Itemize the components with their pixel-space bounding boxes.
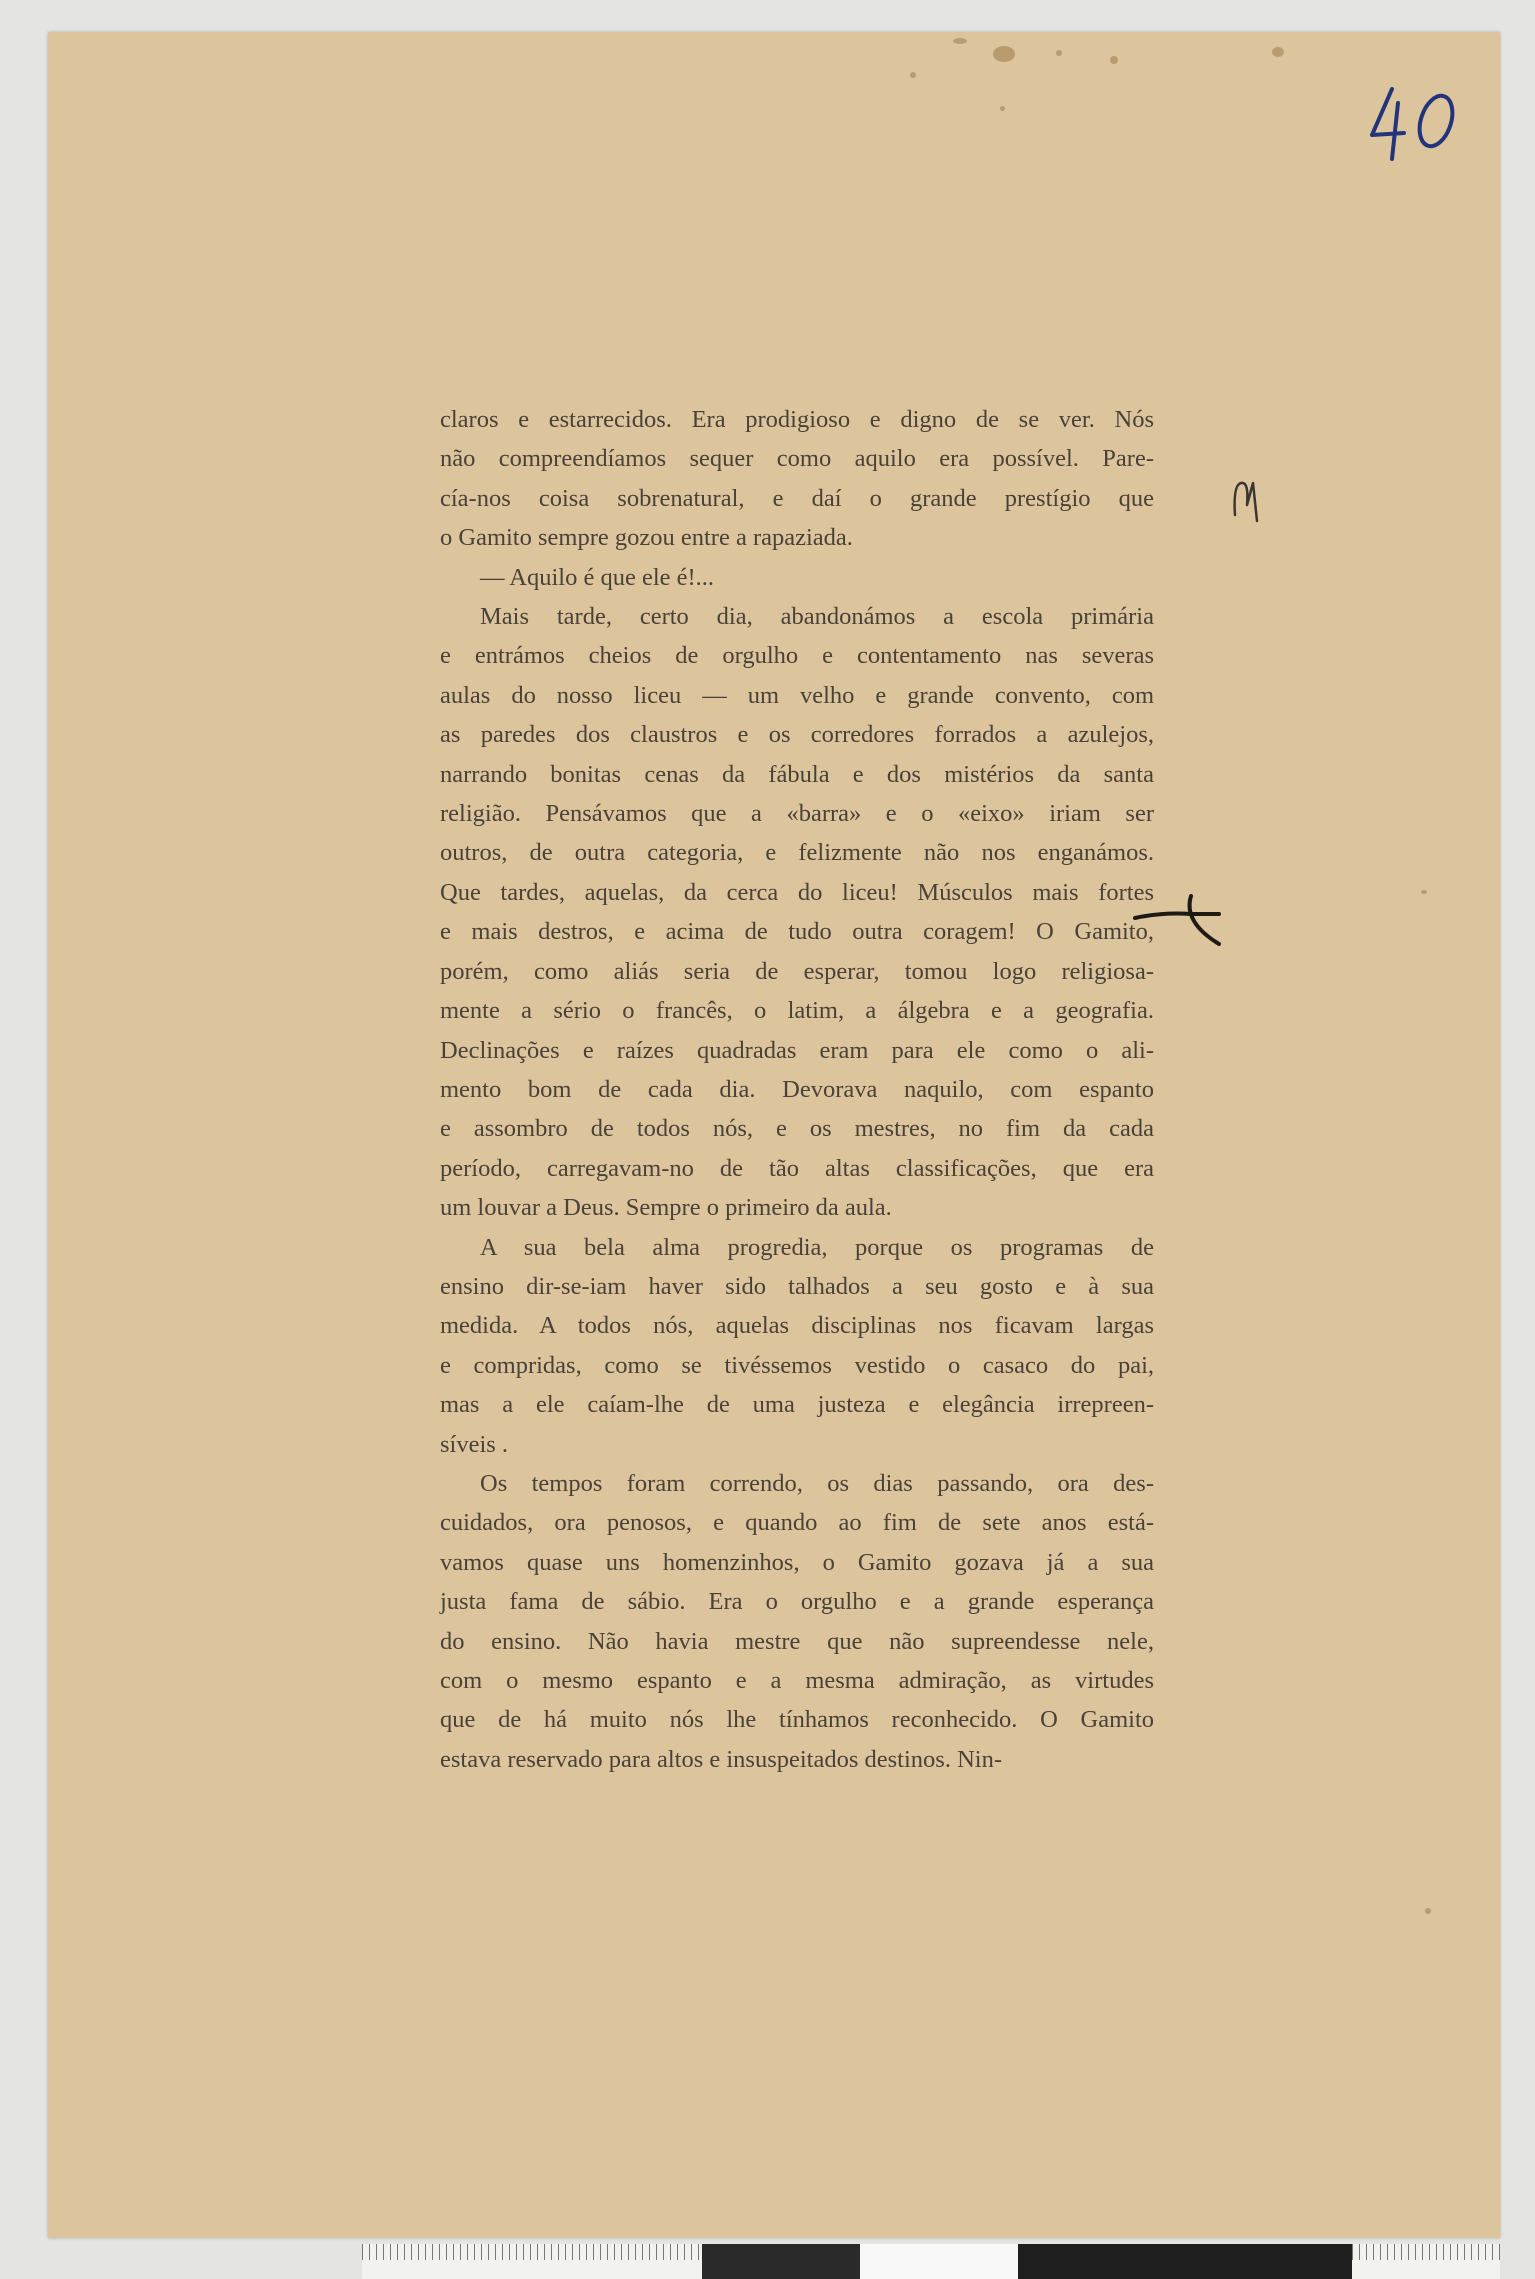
text-line: mas a ele caíam-lhe de uma justeza e elegância irrepreen- (440, 1391, 1154, 1419)
text-line: mento bom de cada dia. Devorava naquilo, com espanto (440, 1075, 1154, 1103)
paper-stain (1272, 47, 1284, 57)
text-line: um louvar a Deus. Sempre o primeiro da aula. (440, 1194, 892, 1222)
paper-stain (953, 38, 967, 44)
text-line: estava reservado para altos e insuspeitados destinos. Nin- (440, 1745, 1002, 1773)
text-line: síveis . (440, 1430, 509, 1458)
text-line: período, carregavam-no de tão altas classificações, que era (440, 1154, 1154, 1182)
folio-number-handwriting (1366, 77, 1461, 172)
paper-stain (1425, 1908, 1431, 1914)
text-line: vamos quase uns homenzinhos, o Gamito gozava já a sua (440, 1548, 1154, 1576)
text-line: e mais destros, e acima de tudo outra coragem! O Gamito, (440, 918, 1154, 946)
body-text (440, 400, 1154, 1779)
text-line: as paredes dos claustros e os corredores forrados a azulejos, (440, 721, 1154, 749)
color-bar-black (702, 2244, 860, 2279)
text-line: e assombro de todos nós, e os mestres, no fim da cada (440, 1115, 1154, 1143)
color-bar-white (860, 2244, 1018, 2279)
text-line: com o mesmo espanto e a mesma admiração, as virtudes (440, 1667, 1154, 1694)
paper-stain (1056, 50, 1062, 56)
ruler-ticks (362, 2244, 702, 2260)
text-line: justa fama de sábio. Era o orgulho e a grande esperança (440, 1588, 1154, 1616)
text-line: Mais tarde, certo dia, abandonámos a escola primária (480, 603, 1154, 631)
text-line: — Aquilo é que ele é!... (480, 563, 715, 591)
text-line: A sua bela alma progredia, porque os programas de (480, 1233, 1154, 1261)
text-line: Que tardes, aquelas, da cerca do liceu! Músculos mais fortes (440, 878, 1154, 906)
text-line: e compridas, como se tivéssemos vestido o casaco do pai, (440, 1351, 1154, 1379)
text-line: claros e estarrecidos. Era prodigioso e digno de se ver. Nós (440, 406, 1154, 433)
text-line: não compreendíamos sequer como aquilo era possível. Pare- (440, 445, 1154, 473)
paper-stain (1000, 106, 1005, 111)
text-line: porém, como aliás seria de esperar, tomou logo religiosa- (440, 957, 1154, 985)
text-line: outros, de outra categoria, e felizmente não nos enganámos. (440, 839, 1154, 867)
paper-stain (1421, 890, 1427, 894)
ruler-ticks (1352, 2244, 1500, 2260)
color-bar-black (1018, 2244, 1352, 2279)
text-line: cía-nos coisa sobrenatural, e daí o grande prestígio que (440, 484, 1154, 512)
text-line: ensino dir-se-iam haver sido talhados a seu gosto e à sua (440, 1272, 1154, 1300)
text-line: cuidados, ora penosos, e quando ao fim de sete anos está- (440, 1509, 1154, 1537)
text-line: do ensino. Não havia mestre que não supreendesse nele, (440, 1627, 1154, 1655)
paper-stain (910, 72, 916, 78)
text-line: aulas do nosso liceu — um velho e grande convento, com (440, 681, 1154, 709)
paper-stain (993, 46, 1015, 62)
margin-pencil-mark (1231, 475, 1267, 525)
text-line: Declinações e raízes quadradas eram para ele como o ali- (440, 1036, 1154, 1064)
text-line: medida. A todos nós, aquelas disciplinas nos ficavam largas (440, 1312, 1154, 1340)
document-page (48, 32, 1500, 2238)
text-line: o Gamito sempre gozou entre a rapaziada. (440, 524, 853, 552)
text-line: narrando bonitas cenas da fábula e dos mistérios da santa (440, 760, 1154, 788)
text-line: religião. Pensávamos que a «barra» e o «eixo» iriam ser (440, 800, 1154, 828)
paper-stain (1110, 56, 1118, 64)
text-line: Os tempos foram correndo, os dias passando, ora des- (480, 1469, 1154, 1497)
folio-number (1366, 77, 1461, 172)
scale-ruler (362, 2244, 1500, 2279)
text-line: e entrámos cheios de orgulho e contentamento nas severas (440, 642, 1154, 670)
text-line: mente a sério o francês, o latim, a álgebra e a geografia. (440, 997, 1154, 1025)
text-line: que de há muito nós lhe tínhamos reconhecido. O Gamito (440, 1706, 1154, 1734)
